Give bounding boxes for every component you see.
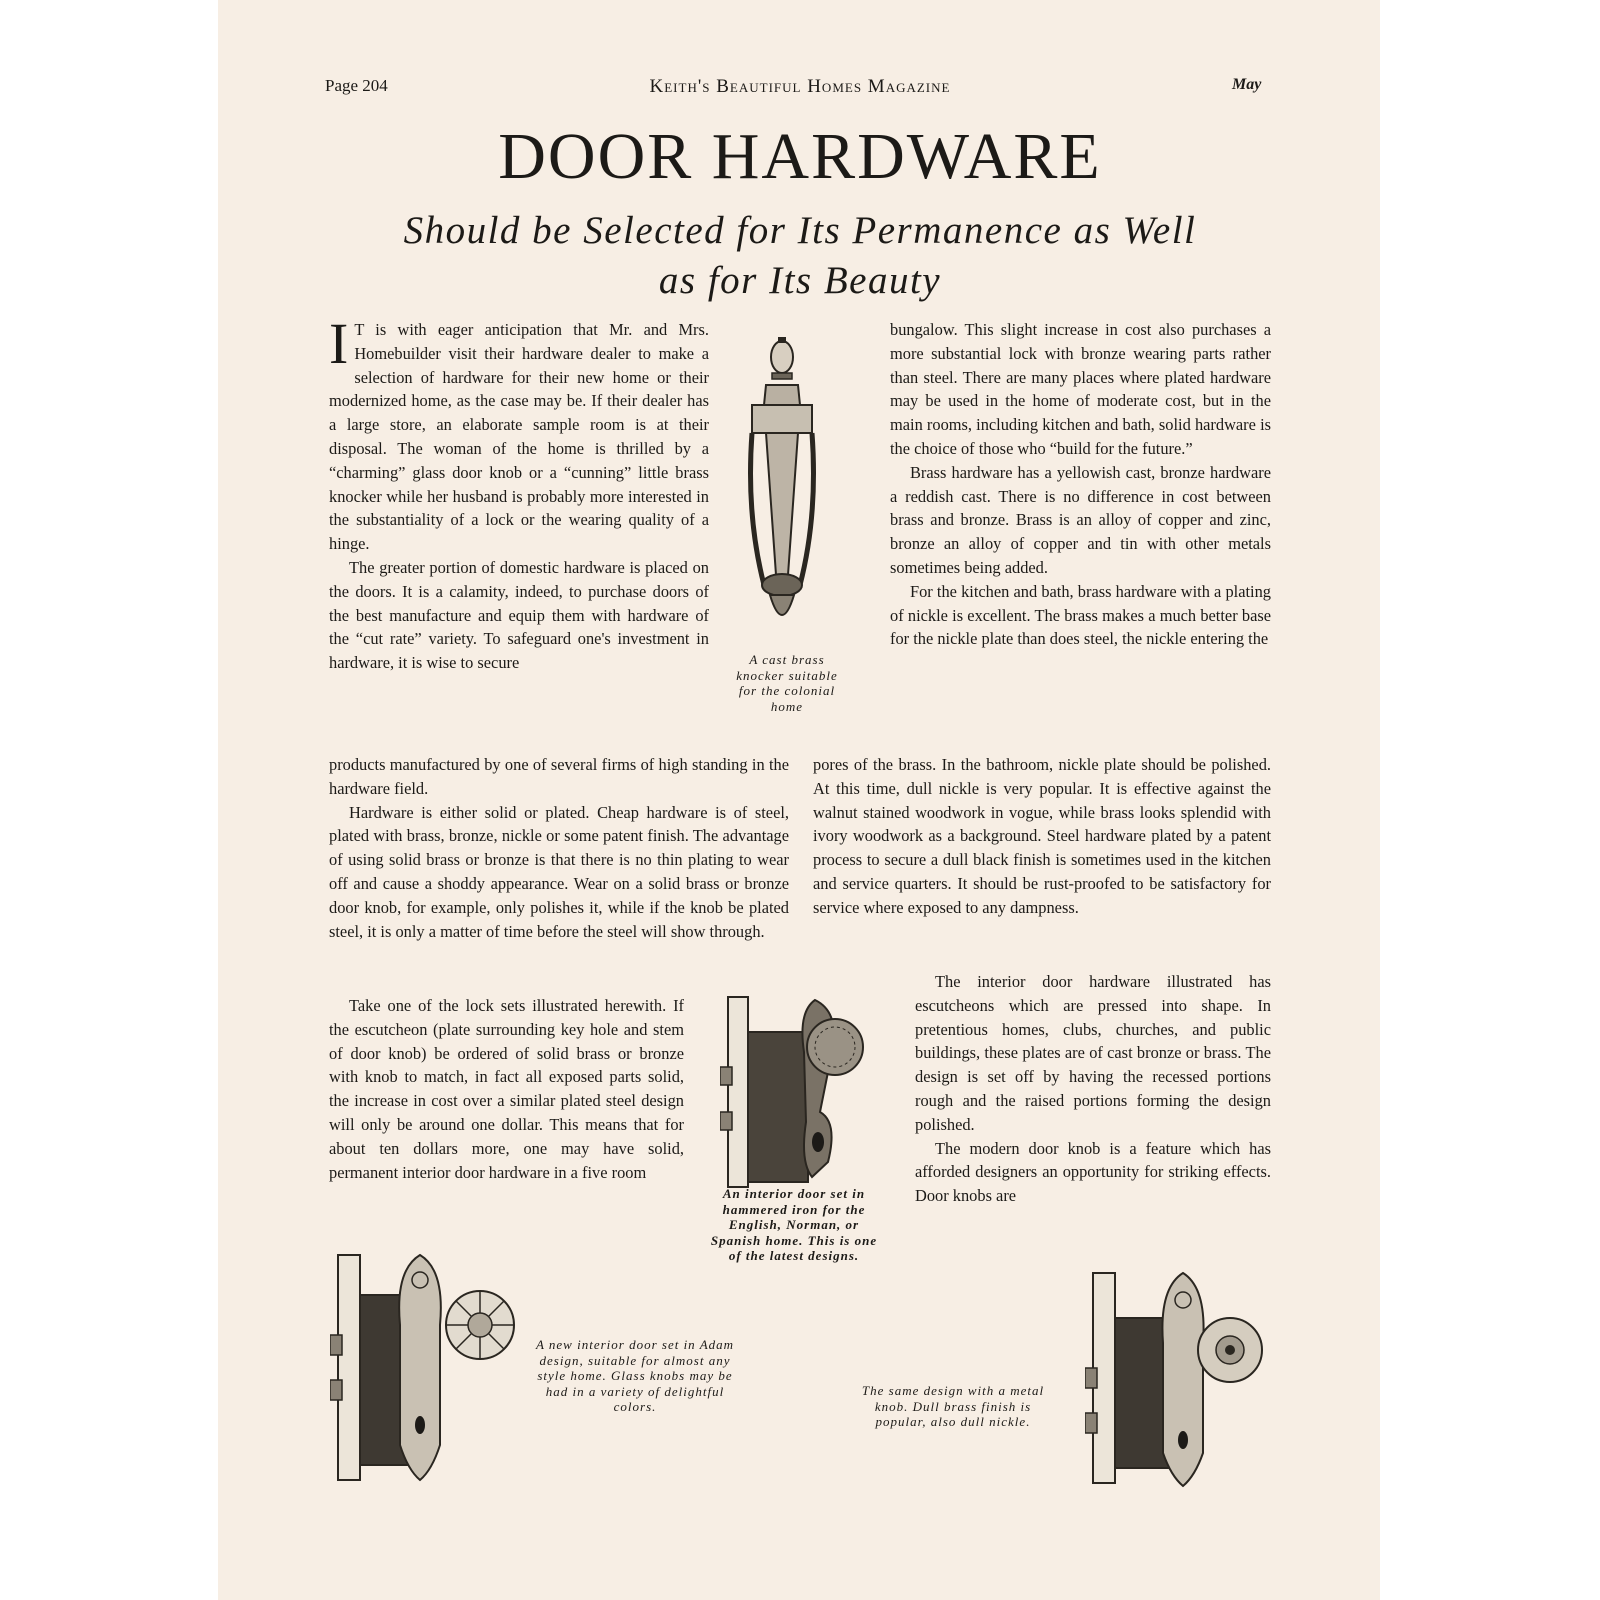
page-number: Page 204 bbox=[325, 76, 388, 95]
left-column-mid bbox=[329, 753, 789, 943]
paragraph: For the kitchen and bath, brass hardware with a plating of nickle is excellent. The brass makes a much better base for the nickle plate than does steel, the nickle entering the bbox=[890, 581, 1271, 649]
left-column-top bbox=[329, 311, 709, 675]
issue-month: May bbox=[1232, 76, 1262, 93]
paragraph: The interior door hardware illustrated has escutcheons which are pressed into shape. In pretentious homes, clubs, churches, and public buildings, these plates are of cast bronze or brass. The design is set off by having the recessed portions rough and the raised portions forming the design polished. bbox=[915, 972, 1271, 1134]
paragraph: The modern door knob is a feature which has afforded designers an opportunity for striking effects. Door knobs are bbox=[915, 1138, 1271, 1206]
paragraph: Hardware is either solid or plated. Cheap hardware is of steel, plated with brass, bronze, nickle or some patent finish. The advantage of using solid brass or bronze is that there is no thin plating to wear off and cause a shoddy appearance. Wear on a solid brass or bronze door knob, for example, only polishes it, while if the knob be plated steel, it is only a matter of time before the steel will show through. bbox=[329, 802, 789, 941]
article-subtitle bbox=[0, 206, 1600, 306]
subtitle-line-1: Should be Selected for Its Permanence as Well bbox=[403, 209, 1197, 252]
paragraph: bungalow. This slight increase in cost also purchases a more substantial lock with bronze wearing parts rather than steel. There are many places where plated hardware may be used in the home of moderate cost, but in the main rooms, including kitchen and bath, solid hardware is the choice of those who “build for the future.” bbox=[890, 320, 1271, 458]
drop-cap: I bbox=[329, 311, 349, 376]
magazine-name: Keith's Beautiful Homes Magazine bbox=[649, 76, 951, 97]
paragraph: pores of the brass. In the bathroom, nickle plate should be polished. At this time, dull nickle is very popular. It is effective against the walnut stained woodwork in vogue, while brass looks splendid with ivory woodwork as a background. Steel hardware plated by a patent process to secure a dull black finish is sometimes used in the kitchen and service quarters. It should be rust-proofed to be satisfactory for service where exposed to any dampness. bbox=[813, 755, 1271, 917]
iron-door-set-icon bbox=[720, 992, 870, 1192]
paragraph: The greater portion of domestic hardware is placed on the doors. It is a calamity, indeed, to purchase doors of the best manufacture and equip them with hardware of the “cut rate” variety. To safeguard one's investment in hardware, it is wise to secure bbox=[329, 557, 709, 673]
paragraph: T is with eager anticipation that Mr. and Mrs. Homebuilder visit their hardware dealer to make a selection of hardware for their new home or their modernized home, as the case may be. If their dealer has a large store, an elaborate sample room is at their disposal. The woman of the home is thrilled by a “charming” glass door knob or a “cunning” little brass knocker while her husband is probably more interested in the substantiality of a lock or the wearing quality of a hinge. bbox=[329, 320, 709, 554]
caption-adam-set: A new interior door set in Adam design, suitable for almost any style home. Glass knobs may be had in a variety of delightful colors. bbox=[535, 1337, 735, 1414]
right-column-mid bbox=[813, 753, 1271, 920]
caption-iron-set: An interior door set in hammered iron for the English, Norman, or Spanish home. This is one of the latest designs. bbox=[710, 1186, 878, 1263]
right-column-bottom bbox=[915, 970, 1271, 1208]
glass-knob-door-set-icon bbox=[330, 1245, 520, 1485]
subtitle-line-2: as for Its Beauty bbox=[658, 259, 942, 302]
left-column-bottom bbox=[329, 994, 684, 1184]
paragraph: products manufactured by one of several firms of high standing in the hardware field. bbox=[329, 755, 789, 798]
caption-knocker: A cast brass knocker suitable for the colonial home bbox=[736, 652, 838, 714]
door-knocker-icon bbox=[742, 335, 822, 645]
metal-knob-door-set-icon bbox=[1085, 1268, 1270, 1488]
paragraph: Brass hardware has a yellowish cast, bronze hardware a reddish cast. There is no difference in cost between brass and bronze. Brass is an alloy of copper and zinc, bronze an alloy of copper and tin with other metals sometimes being added. bbox=[890, 462, 1271, 577]
caption-metal-knob: The same design with a metal knob. Dull brass finish is popular, also dull nickle. bbox=[861, 1383, 1045, 1429]
article-title: DOOR HARDWARE bbox=[498, 120, 1102, 193]
paragraph: Take one of the lock sets illustrated herewith. If the escutcheon (plate surrounding key hole and stem of door knob) be ordered of solid brass or bronze with knob to match, in fact all exposed parts solid, the increase in cost over a similar plated steel design will only be around one dollar. This means that for about ten dollars more, one may have solid, permanent interior door hardware in a five room bbox=[329, 996, 684, 1182]
right-column-top bbox=[890, 318, 1271, 651]
